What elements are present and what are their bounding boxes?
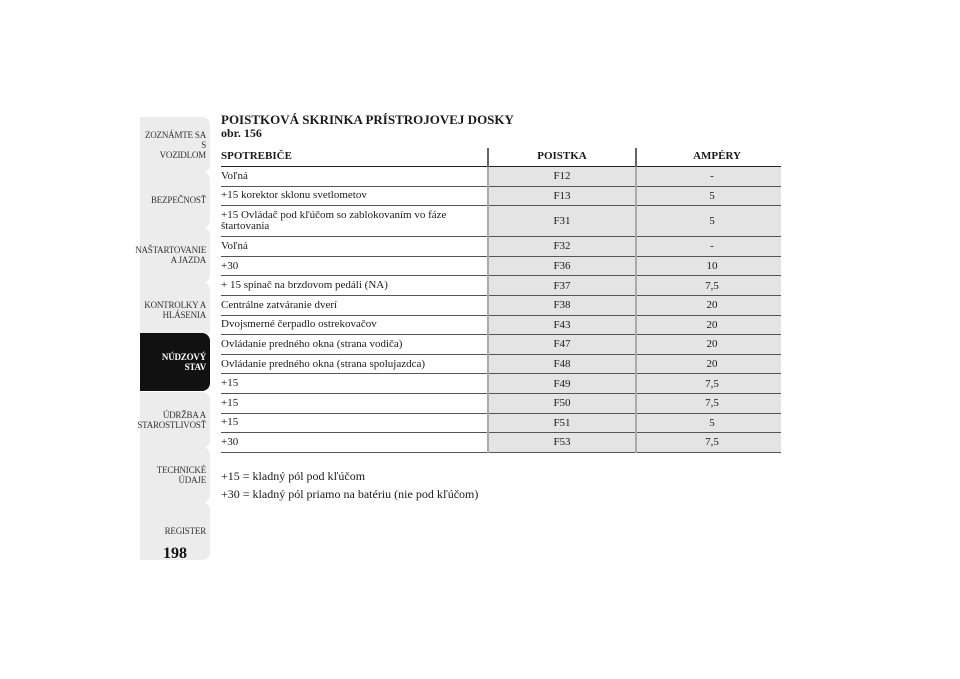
- tab-label: NAŠTARTOVANIE A JAZDA: [135, 245, 206, 265]
- amperage-cell: 10: [636, 256, 781, 276]
- consumer-cell: Centrálne zatváranie dverí: [221, 295, 488, 315]
- tab-label: ÚDRŽBA A STAROSTLIVOSŤ: [137, 410, 206, 430]
- amperage-cell: 7,5: [636, 433, 781, 453]
- fuse-cell: F48: [488, 354, 636, 374]
- fuse-cell: F32: [488, 237, 636, 257]
- amperage-cell: 5: [636, 206, 781, 237]
- figure-reference: obr. 156: [221, 126, 262, 140]
- tab-label: REGISTER: [164, 526, 206, 536]
- fuse-cell: F49: [488, 374, 636, 394]
- table-row: [221, 354, 781, 374]
- consumer-cell: Voľná: [221, 167, 488, 187]
- amperage-cell: 20: [636, 295, 781, 315]
- tab-label: ZOZNÁMTE SA S VOZIDLOM: [144, 130, 206, 160]
- table-row: [221, 256, 781, 276]
- tab-zoznamte-sa-s-vozidlom[interactable]: [140, 117, 210, 173]
- fuse-cell: F12: [488, 167, 636, 187]
- consumer-cell: +15: [221, 393, 488, 413]
- amperage-cell: 7,5: [636, 276, 781, 296]
- consumer-cell: Ovládanie predného okna (strana spolujazdca): [221, 354, 488, 374]
- column-header-spotrebice: SPOTREBIČE: [221, 148, 488, 167]
- table-row: [221, 315, 781, 335]
- table-row: [221, 237, 781, 257]
- fuse-cell: F43: [488, 315, 636, 335]
- legend-notes: [221, 467, 781, 503]
- note-plus15: +15 = kladný pól pod kľúčom: [221, 468, 366, 483]
- consumer-cell: +15 korektor sklonu svetlometov: [221, 186, 488, 206]
- table-row: [221, 374, 781, 394]
- tab-nudzovy-stav[interactable]: [140, 333, 210, 391]
- tab-label: KONTROLKY A HLÁSENIA: [144, 300, 206, 320]
- fuse-cell: F47: [488, 335, 636, 355]
- fuse-cell: F38: [488, 295, 636, 315]
- fuse-cell: F53: [488, 433, 636, 453]
- table-row: [221, 206, 781, 237]
- consumer-cell: +15: [221, 413, 488, 433]
- fuse-cell: F31: [488, 206, 636, 237]
- consumer-cell: Ovládanie predného okna (strana vodiča): [221, 335, 488, 355]
- table-row: [221, 167, 781, 187]
- fuse-cell: F37: [488, 276, 636, 296]
- tab-nastartovanie-a-jazda[interactable]: [135, 227, 210, 283]
- tab-label: NÚDZOVÝ STAV: [161, 352, 206, 372]
- column-header-poistka: POISTKA: [488, 148, 636, 167]
- tab-label: TECHNICKÉ ÚDAJE: [156, 465, 206, 485]
- page-number: 198: [163, 545, 187, 562]
- consumer-cell: + 15 spínač na brzdovom pedáli (NA): [221, 276, 488, 296]
- consumer-cell: Voľná: [221, 237, 488, 257]
- note-plus30: +30 = kladný pól priamo na batériu (nie pod kľúčom): [221, 486, 479, 501]
- fuse-table: [221, 148, 781, 453]
- amperage-cell: 7,5: [636, 374, 781, 394]
- table-row: [221, 186, 781, 206]
- fuse-cell: F13: [488, 186, 636, 206]
- table-row: [221, 413, 781, 433]
- tab-udrzba-a-starostlivost[interactable]: [137, 392, 210, 448]
- fuse-cell: F51: [488, 413, 636, 433]
- consumer-cell: +30: [221, 433, 488, 453]
- amperage-cell: 20: [636, 315, 781, 335]
- amperage-cell: -: [636, 237, 781, 257]
- table-row: [221, 433, 781, 453]
- table-row: [221, 335, 781, 355]
- tab-kontrolky-a-hlasenia[interactable]: [140, 282, 210, 338]
- tab-technicke-udaje[interactable]: [140, 447, 210, 503]
- main-content: [221, 113, 781, 503]
- consumer-cell: Dvojsmerné čerpadlo ostrekovačov: [221, 315, 488, 335]
- consumer-cell: +15 Ovládač pod kľúčom so zablokovaním vo fáze štartovania: [221, 206, 488, 237]
- amperage-cell: 5: [636, 413, 781, 433]
- amperage-cell: 20: [636, 354, 781, 374]
- consumer-cell: +30: [221, 256, 488, 276]
- tab-bezpecnost[interactable]: [140, 172, 210, 228]
- fuse-cell: F36: [488, 256, 636, 276]
- amperage-cell: 7,5: [636, 393, 781, 413]
- table-row: [221, 393, 781, 413]
- page-title: POISTKOVÁ SKRINKA PRÍSTROJOVEJ DOSKY: [221, 112, 514, 127]
- table-row: [221, 276, 781, 296]
- amperage-cell: 5: [636, 186, 781, 206]
- amperage-cell: -: [636, 167, 781, 187]
- amperage-cell: 20: [636, 335, 781, 355]
- fuse-cell: F50: [488, 393, 636, 413]
- column-header-ampery: AMPÉRY: [636, 148, 781, 167]
- table-header-row: [221, 148, 781, 167]
- tab-label: BEZPEČNOSŤ: [150, 195, 206, 205]
- table-body: [221, 167, 781, 453]
- consumer-cell: +15: [221, 374, 488, 394]
- table-row: [221, 295, 781, 315]
